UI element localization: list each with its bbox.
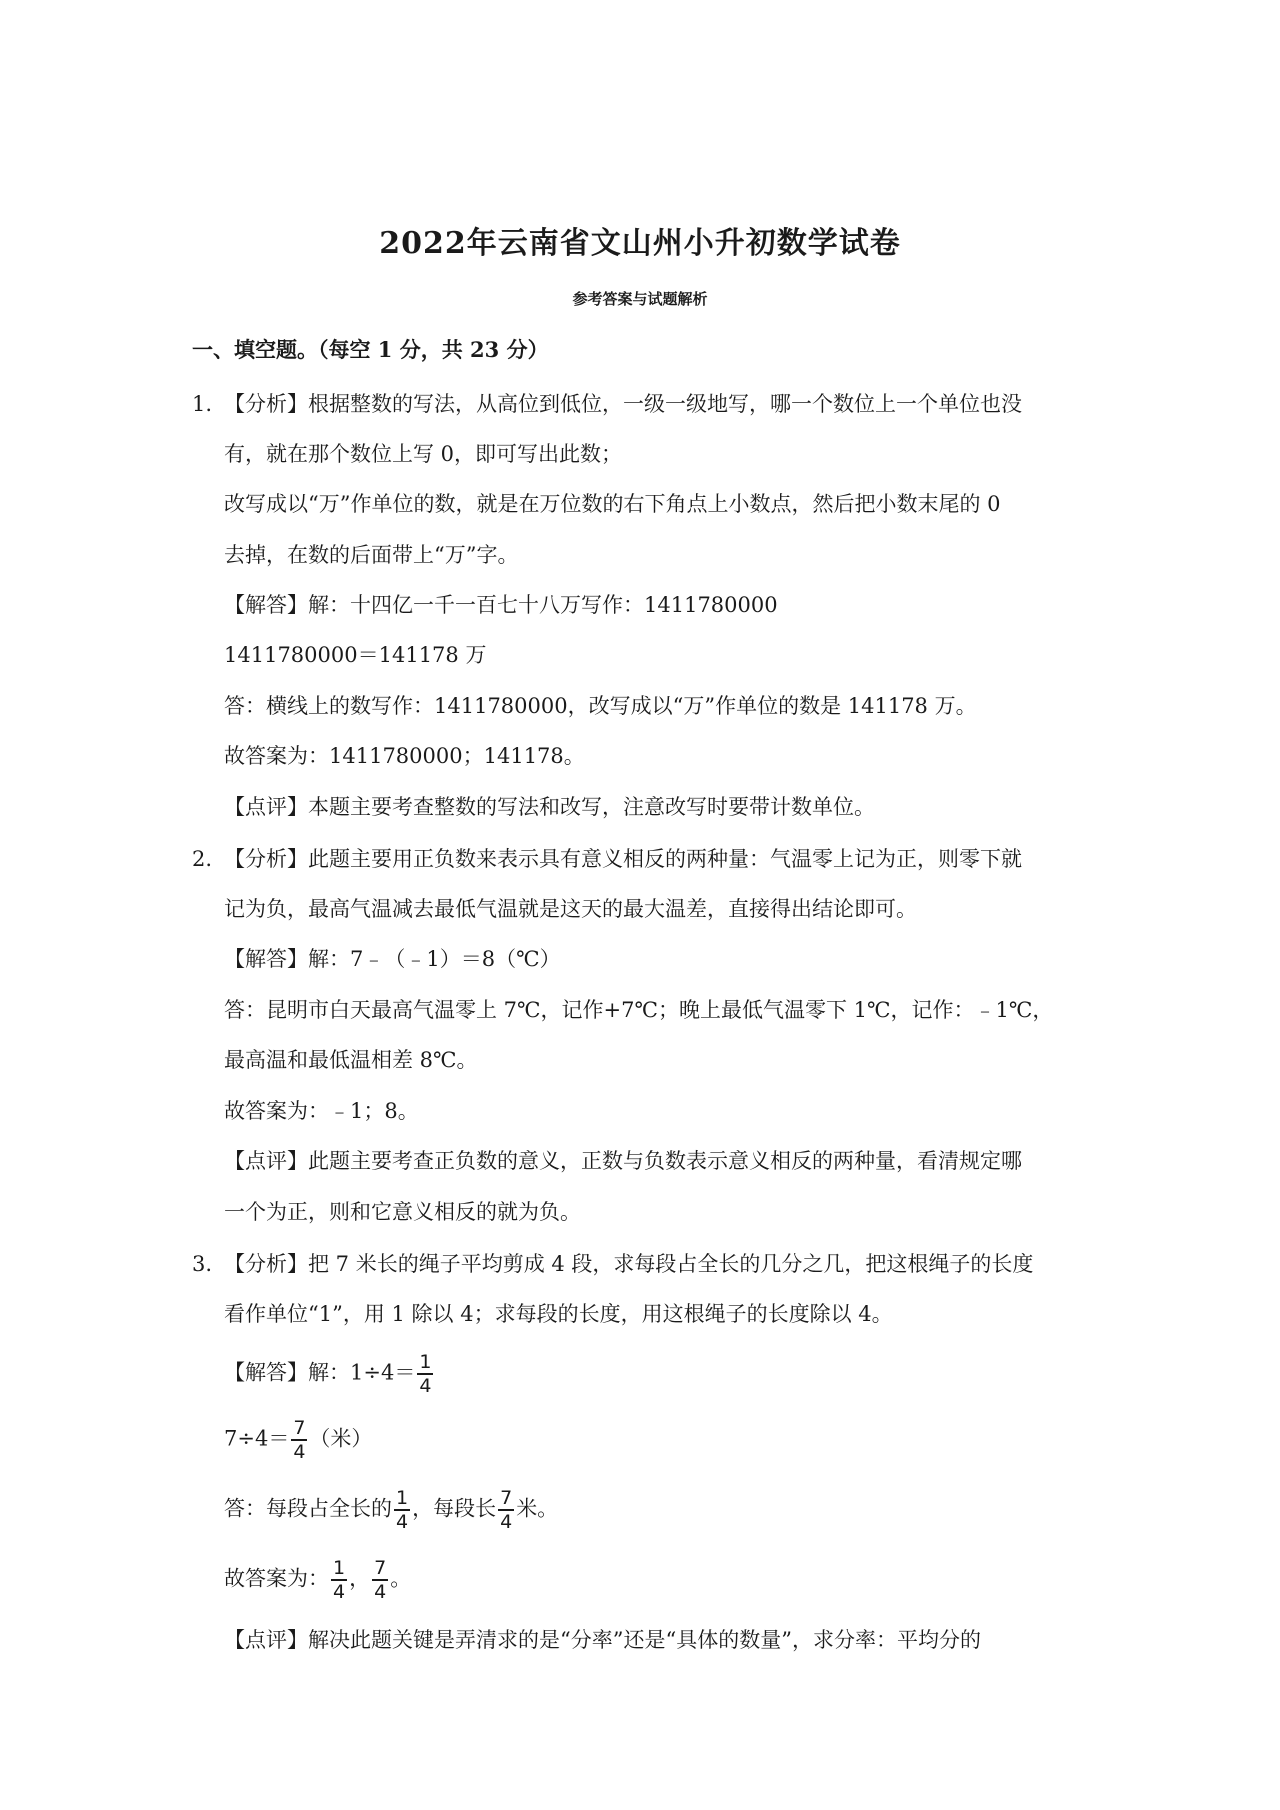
q3-solution-line-1 bbox=[224, 1352, 435, 1396]
fraction-denominator: 4 bbox=[374, 1581, 387, 1603]
q3-solution-2-suffix: （米） bbox=[309, 1426, 373, 1451]
page-title: 2022年云南省文山州小升初数学试卷 bbox=[379, 226, 901, 261]
q3-answer-suffix: 米。 bbox=[516, 1496, 559, 1521]
fraction-denominator: 4 bbox=[396, 1511, 409, 1533]
q2-analysis-line-2: 记为负，最高气温减去最低气温就是这天的最大温差，直接得出结论即可。 bbox=[224, 897, 917, 921]
q1-solution-line-1: 【解答】解：十四亿一千一百七十八万写作：1411780000 bbox=[224, 593, 778, 617]
q1-comment: 【点评】本题主要考查整数的写法和改写，注意改写时要带计数单位。 bbox=[224, 795, 875, 819]
fraction-seven-quarters bbox=[498, 1488, 514, 1532]
q3-analysis-line-1: 【分析】把 7 米长的绳子平均剪成 4 段，求每段占全长的几分之几，把这根绳子的长度 bbox=[224, 1252, 1034, 1276]
fraction-numerator: 1 bbox=[419, 1351, 432, 1373]
fraction-numerator: 7 bbox=[374, 1557, 387, 1579]
q2-comment-line-1: 【点评】此题主要考查正负数的意义，正数与负数表示意义相反的两种量，看清规定哪 bbox=[224, 1149, 1022, 1173]
question-number: 1. bbox=[192, 392, 213, 416]
fraction-numerator: 1 bbox=[396, 1487, 409, 1509]
q1-analysis-line-2: 有，就在那个数位上写 0，即可写出此数； bbox=[224, 442, 623, 466]
q3-answer-mid: ，每段长 bbox=[412, 1496, 497, 1521]
fraction-numerator: 7 bbox=[293, 1417, 306, 1439]
q3-solution-line-2 bbox=[224, 1418, 372, 1462]
q1-solution-line-4: 故答案为：1411780000；141178。 bbox=[224, 744, 585, 768]
q3-analysis-line-2: 看作单位“1”，用 1 除以 4；求每段的长度，用这根绳子的长度除以 4。 bbox=[224, 1302, 893, 1326]
fraction-denominator: 4 bbox=[419, 1375, 432, 1397]
fraction-denominator: 4 bbox=[500, 1511, 513, 1533]
fraction-one-quarter bbox=[394, 1488, 410, 1532]
q1-analysis-line-4: 去掉，在数的后面带上“万”字。 bbox=[224, 543, 519, 567]
q1-analysis-line-1: 【分析】根据整数的写法，从高位到低位，一级一级地写，哪一个数位上一个单位也没 bbox=[224, 392, 1022, 416]
q1-analysis-line-3: 改写成以“万”作单位的数，就是在万位数的右下角点上小数点，然后把小数末尾的 0 bbox=[224, 492, 1001, 516]
question-number: 2. bbox=[192, 847, 213, 871]
fraction-numerator: 7 bbox=[500, 1487, 513, 1509]
q1-solution-line-3: 答：横线上的数写作：1411780000，改写成以“万”作单位的数是 141178 万。 bbox=[224, 694, 977, 718]
q3-answer-line bbox=[224, 1488, 558, 1532]
page-subtitle: 参考答案与试题解析 bbox=[572, 290, 708, 308]
q2-comment-line-2: 一个为正，则和它意义相反的就为负。 bbox=[224, 1200, 581, 1224]
fraction-one-quarter bbox=[331, 1558, 347, 1602]
fraction-denominator: 4 bbox=[333, 1581, 346, 1603]
q2-solution-line-4: 故答案为：﹣1；8。 bbox=[224, 1099, 419, 1123]
fraction-seven-quarters bbox=[372, 1558, 388, 1602]
section-heading: 一、填空题。（每空 1 分，共 23 分） bbox=[192, 337, 549, 362]
fraction-seven-quarters bbox=[291, 1418, 307, 1462]
q3-solution-2-prefix: 7÷4＝ bbox=[224, 1426, 290, 1451]
q3-solution-1-prefix: 【解答】解：1÷4＝ bbox=[224, 1360, 416, 1385]
q2-solution-line-3: 最高温和最低温相差 8℃。 bbox=[224, 1048, 478, 1072]
question-number: 3. bbox=[192, 1252, 213, 1276]
q3-final-answer-line bbox=[224, 1558, 411, 1602]
fraction-numerator: 1 bbox=[333, 1557, 346, 1579]
q3-final-suffix: 。 bbox=[390, 1566, 412, 1591]
q3-comment: 【点评】解决此题关键是弄清求的是“分率”还是“具体的数量”，求分率：平均分的 bbox=[224, 1628, 981, 1652]
q3-final-prefix: 故答案为： bbox=[224, 1566, 329, 1591]
fraction-denominator: 4 bbox=[293, 1441, 306, 1463]
q2-solution-line-2: 答：昆明市白天最高气温零上 7℃，记作+7℃；晚上最低气温零下 1℃，记作：﹣1℃， bbox=[224, 998, 1054, 1022]
q2-analysis-line-1: 【分析】此题主要用正负数来表示具有意义相反的两种量：气温零上记为正，则零下就 bbox=[224, 847, 1022, 871]
q3-final-sep: ， bbox=[349, 1566, 371, 1591]
q3-answer-prefix: 答：每段占全长的 bbox=[224, 1496, 392, 1521]
fraction-one-quarter bbox=[417, 1352, 433, 1396]
q2-solution-line-1: 【解答】解：7﹣（﹣1）＝8（℃） bbox=[224, 947, 561, 971]
q1-solution-line-2: 1411780000＝141178 万 bbox=[224, 643, 487, 667]
